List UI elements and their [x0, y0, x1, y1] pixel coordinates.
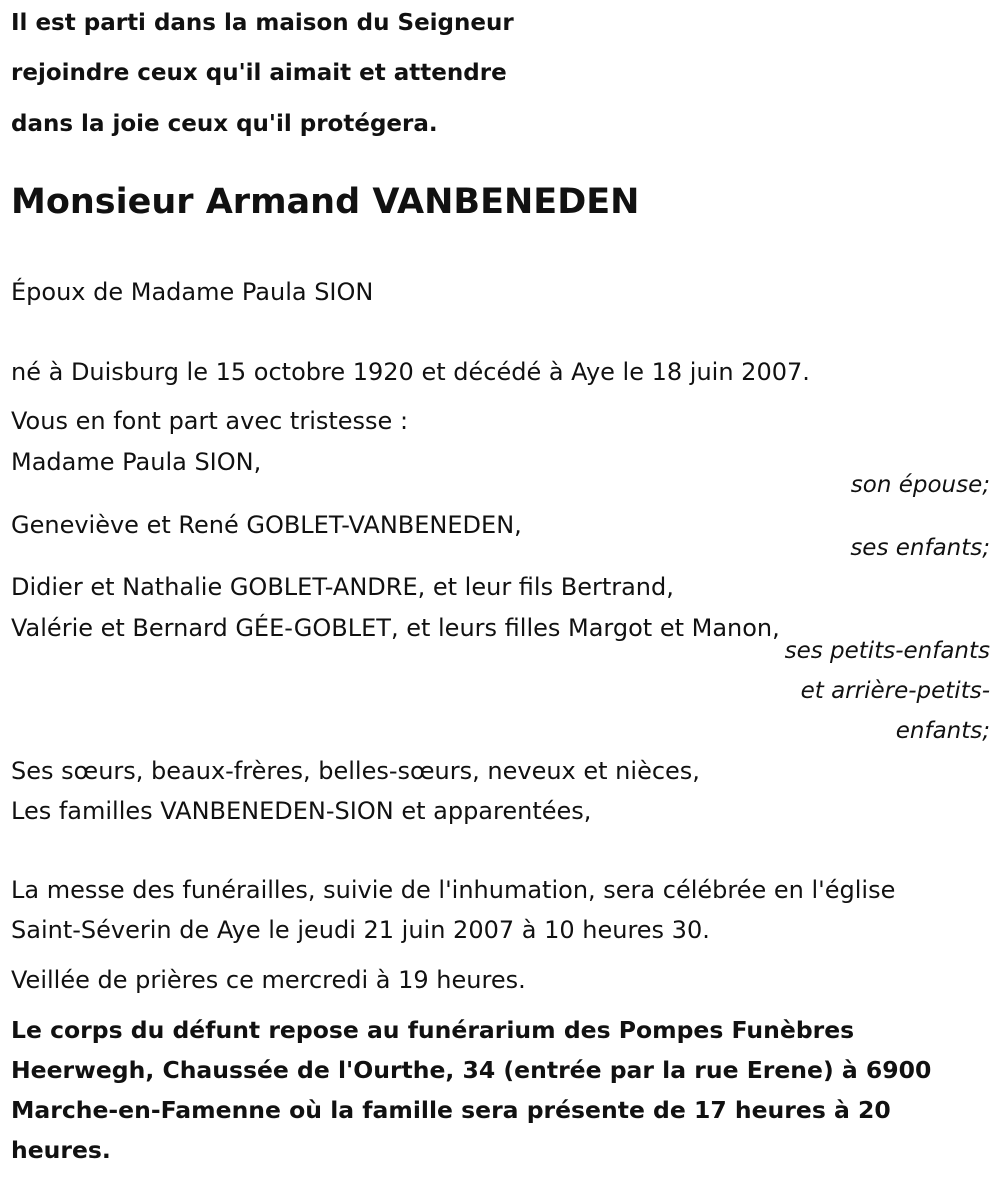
family-others: Ses sœurs, beaux-frères, belles-sœurs, neveux et nièces, — [11, 757, 700, 785]
family-children: Geneviève et René GOBLET-VANBENEDEN, — [11, 511, 522, 539]
family-others: Les familles VANBENEDEN-SION et apparentées, — [11, 797, 592, 825]
family-spouse: Madame Paula SION, — [11, 448, 262, 476]
viewing-line: Marche-en-Famenne où la famille sera présente de 17 heures à 20 — [11, 1096, 891, 1124]
spouse-line: Époux de Madame Paula SION — [11, 278, 374, 306]
vigil-line: Veillée de prières ce mercredi à 19 heures. — [11, 966, 526, 994]
family-grandchildren: Valérie et Bernard GÉE-GOBLET, et leurs filles Margot et Manon, — [11, 614, 780, 642]
funeral-line: La messe des funérailles, suivie de l'inhumation, sera célébrée en l'église — [11, 876, 896, 904]
announcement-intro: Vous en font part avec tristesse : — [11, 407, 409, 435]
quote-line: Il est parti dans la maison du Seigneur — [11, 10, 514, 36]
deceased-name: Monsieur Armand VANBENEDEN — [11, 182, 640, 222]
role-spouse: son épouse; — [850, 472, 990, 498]
viewing-line: heures. — [11, 1136, 111, 1164]
quote-line: dans la joie ceux qu'il protégera. — [11, 111, 438, 137]
funeral-line: Saint-Séverin de Aye le jeudi 21 juin 2007 à 10 heures 30. — [11, 916, 710, 944]
viewing-line: Le corps du défunt repose au funérarium des Pompes Funèbres — [11, 1016, 855, 1044]
role-grandchildren: enfants; — [895, 718, 990, 744]
role-children: ses enfants; — [850, 535, 990, 561]
birth-death-line: né à Duisburg le 15 octobre 1920 et décédé à Aye le 18 juin 2007. — [11, 358, 810, 386]
viewing-line: Heerwegh, Chaussée de l'Ourthe, 34 (entrée par la rue Erene) à 6900 — [11, 1056, 932, 1084]
role-grandchildren: et arrière-petits- — [800, 678, 990, 704]
family-grandchildren: Didier et Nathalie GOBLET-ANDRE, et leur fils Bertrand, — [11, 573, 674, 601]
quote-line: rejoindre ceux qu'il aimait et attendre — [11, 60, 507, 86]
role-grandchildren: ses petits-enfants — [784, 638, 990, 664]
